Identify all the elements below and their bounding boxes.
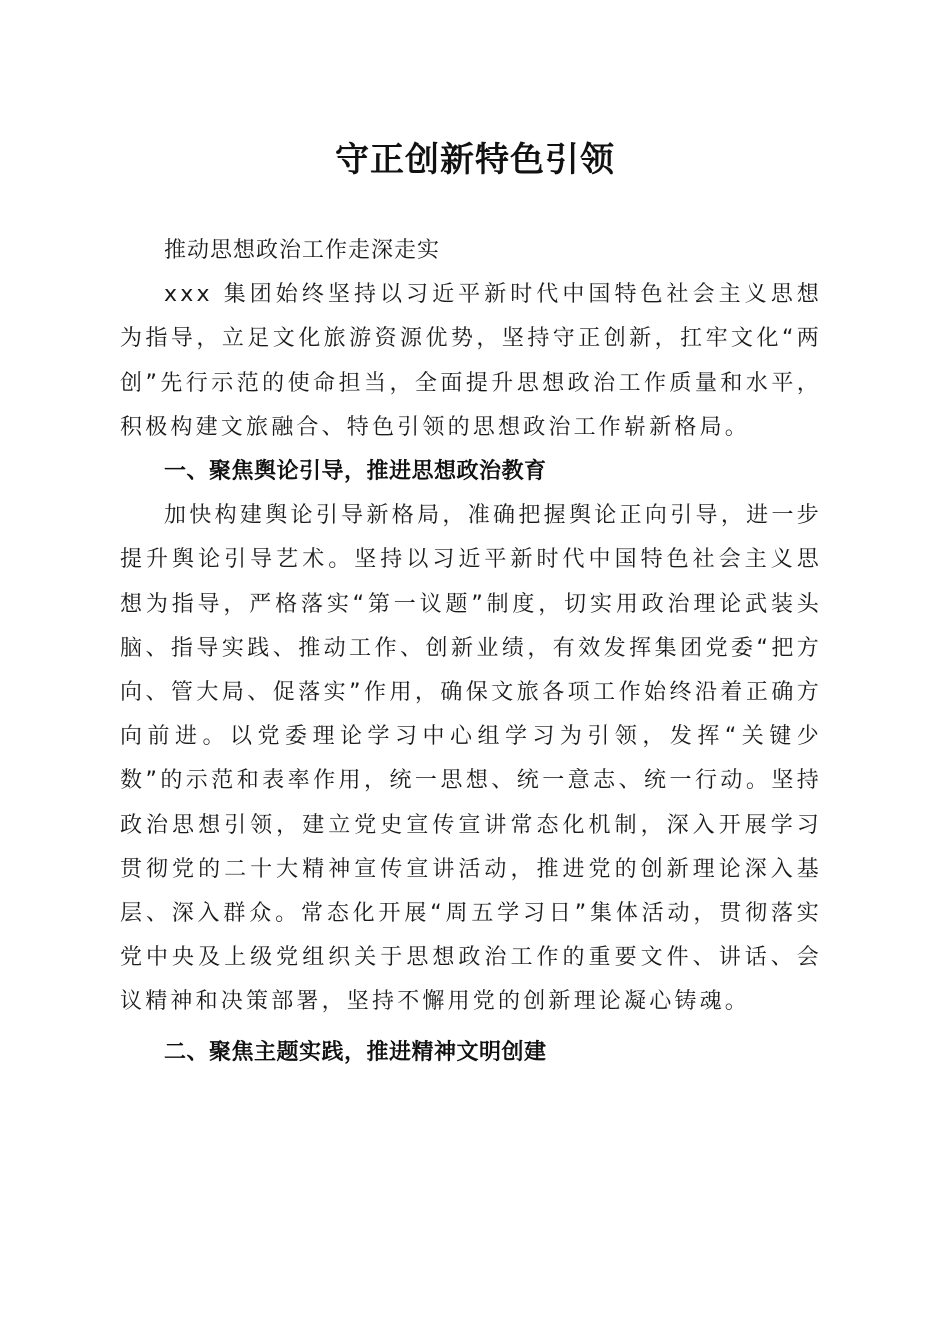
section-1-paragraph: 加快构建舆论引导新格局，准确把握舆论正向引导，进一步提升舆论引导艺术。坚持以习近平新时代中国特色社会主义思想为指导，严格落实“第一议题”制度，切实用政治理论武装头脑、指导实践、推动工作、创新业绩，有效发挥集团党委“把方向、管大局、促落实”作用，确保文旅各项工作始终沿着正确方向前进。以党委理论学习中心组学习为引领，发挥“关键少数”的示范和表率作用，统一思想、统一意志、统一行动。坚持政治思想引领，建立党史宣传宣讲常态化机制，深入开展学习贯彻党的二十大精神宣传宣讲活动，推进党的创新理论深入基层、深入群众。常态化开展“周五学习日”集体活动，贯彻落实党中央及上级党组织关于思想政治工作的重要文件、讲话、会议精神和决策部署，坚持不懈用党的创新理论凝心铸魂。 (120, 503, 822, 1015)
intro-paragraph: xxx 集团始终坚持以习近平新时代中国特色社会主义思想为指导，立足文化旅游资源优势，坚持守正创新，扛牢文化“两创”先行示范的使命担当，全面提升思想政治工作质量和水平，积极构建文旅融合、特色引领的思想政治工作崭新格局。 (120, 282, 822, 440)
section-1-heading: 一、聚焦舆论引导，推进思想政治教育 (164, 459, 547, 485)
document-subtitle: 推动思想政治工作走深走实 (164, 238, 441, 263)
document-title: 守正创新特色引领 (335, 140, 615, 180)
document-body (120, 229, 822, 1075)
section-2-heading: 二、聚焦主题实践，推进精神文明创建 (164, 1039, 547, 1065)
